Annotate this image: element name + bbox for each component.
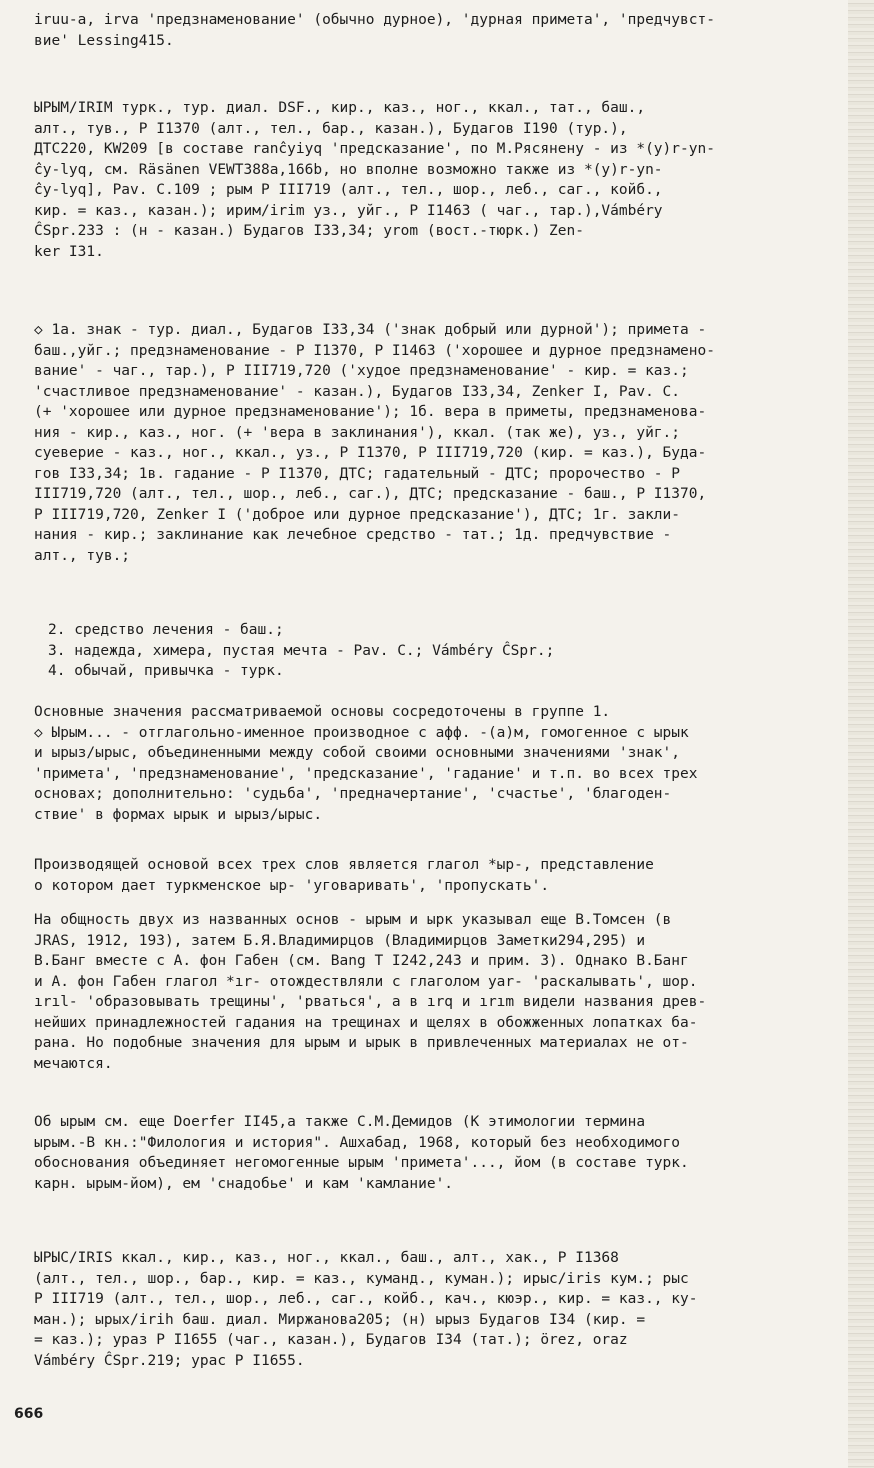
entry-continuation: iruu-a, irva 'предзнаменование' (обычно дурное), 'дурная примета', 'предчувст- вие' Lessing415. <box>34 12 715 49</box>
entry-irim-scholarship: На общность двух из названных основ - ырым и ырк указывал еще В.Томсен (в JRAS, 1912, 193), затем Б.Я.Владимирцов (Владимирцов Заметки294,295) и В.Банг вместе с А. фон Габен (см. Bang T I242,243 и прим. 3). Однако В.Банг и А. фон Габен глагол *ır- отождествляли с глаголом yar- 'раскалывать', шор. ırıl- 'образовывать трещины', 'рваться', а в ırq и ırım видели названия древ- нейших принадлежностей гадания на трещинах и щелях в обожженных лопатках ба- рана. Но подобные значения для ырым и ырык в привлеченных материалах не от- мечаются. <box>34 912 707 1072</box>
page-number: 666 <box>14 1406 44 1422</box>
scan-edge <box>848 0 874 1468</box>
entry-irim-header: ЫРЫМ/IRIM турк., тур. диал. DSF., кир., каз., ног., ккал., тат., баш., алт., тув., Р I1370 (алт., тел., бар., казан.), Будагов I190 (тур.), ДТС220, KW209 [в составе ranĉyiyq 'предсказание', по М.Рясянену - из *(y)r-yn- ĉy-lyq, см. Räsänen VEWT388a,166b, но вполне возможно также из *(y)r-yn- ĉy-lyq], Pav. C.109 ; рым Р III719 (алт., тел., шор., леб., саг., койб., кир. = каз., казан.); ирим/irim уз., уйг., Р I1463 ( чаг., тар.),Vámbéry ĈSpr.233 : (н - казан.) Будагов I33,34; yrom (вост.-тюрк.) Zen- ker I31. <box>34 100 715 260</box>
entry-iris-header: ЫРЫС/IRIS ккал., кир., каз., ног., ккал., баш., алт., хак., Р I1368 (алт., тел., шор., бар., кир. = каз., куманд., куман.); ирыс/iris кум.; рыс Р III719 (алт., тел., шор., леб., саг., койб., кач., кюэр., кир. = каз., ку- ман.); ырых/irih баш. диал. Миржанова205; (н) ырыз Будагов I34 (кир. = = каз.); ураз Р I1655 (чаг., казан.), Будагов I34 (тат.); örez, oraz Vámbéry ĈSpr.219; урас Р I1655. <box>34 1250 698 1369</box>
entry-irim-meanings-numbered: 2. средство лечения - баш.; 3. надежда, химера, пустая мечта - Pav. C.; Vámbéry ĈSpr.; 4. обычай, привычка - турк. <box>48 622 555 679</box>
entry-irim-meanings: ◇ 1а. знак - тур. диал., Будагов I33,34 ('знак добрый или дурной'); примета - баш.,уйг.; предзнаменование - Р I1370, Р I1463 ('хорошее и дурное предзнамено- вание' - чаг., тар.), Р III719,720 ('худое предзнаменование' - кир. = каз.; 'счастливое предзнаменование' - казан.), Будагов I33,34, Zenker I, Pav. C. (+ 'хорошее или дурное предзнаменование'); 1б. вера в приметы, предзнаменова- ния - кир., каз., ног. (+ 'вера в заклинания'), ккал. (так же), уз., уйг.; суеверие - каз., ног., ккал., уз., Р I1370, Р III719,720 (кир. = каз.), Буда- гов I33,34; 1в. гадание - Р I1370, ДТС; гадательный - ДТС; пророчество - Р III719,720 (алт., тел., шор., леб., саг.), ДТС; предсказание - баш., Р I1370, Р III719,720, Zenker I ('доброе или дурное предсказание'), ДТС; 1г. закли- нания - кир.; заклинание как лечебное средство - тат.; 1д. предчувствие - алт., тув.; <box>34 322 715 564</box>
entry-irim-discussion: Основные значения рассматриваемой основы сосредоточены в группе 1. ◇ Ырым... - отглагольно-именное производное с афф. -(а)м, гомогенное с ырык и ырыз/ырыс, объединенными между собой своими основными значениями 'знак', 'примета', 'предзнаменование', 'предсказание', 'гадание' и т.п. во всех трех основах; дополнительно: 'судьба', 'предначертание', 'счастье', 'благоден- ствие' в формах ырык и ырыз/ырыс. <box>34 704 698 823</box>
entry-irim-derivation: Производящей основой всех трех слов является глагол *ыр-, представление о котором дает туркменское ыр- 'уговаривать', 'пропускать'. <box>34 857 654 894</box>
entry-irim-references: Об ырым см. еще Doerfer II45,а также С.М.Демидов (К этимологии термина ырым.-В кн.:"Филология и история". Ашхабад, 1968, который без необходимого обоснования объединяет негомогенные ырым 'примета'..., йом (в составе турк. карн. ырым-йом), ем 'снадобье' и кам 'камлание'. <box>34 1114 689 1192</box>
